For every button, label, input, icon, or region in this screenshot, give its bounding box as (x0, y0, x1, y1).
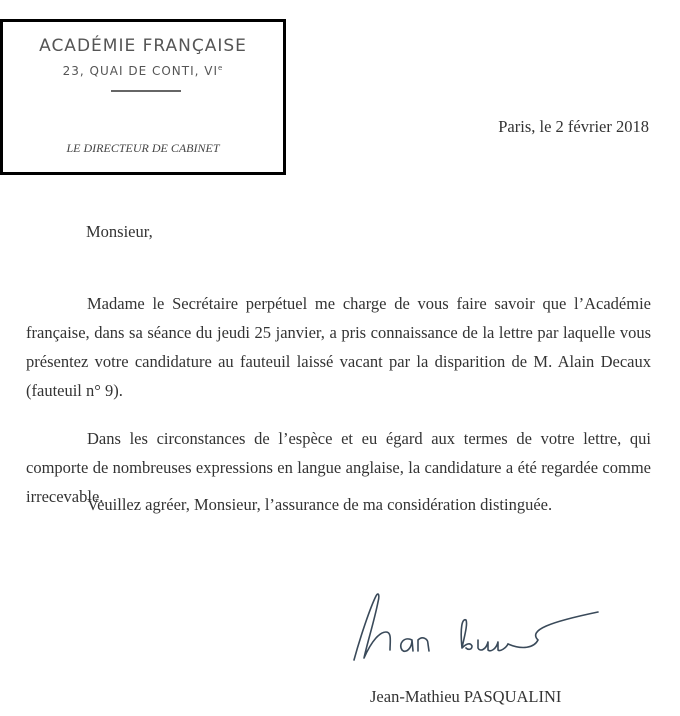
salutation: Monsieur, (86, 222, 153, 241)
address-superscript: e (218, 64, 224, 72)
signature-icon (350, 588, 610, 678)
organization-name: ACADÉMIE FRANÇAISE (39, 36, 247, 56)
address-text: 23, QUAI DE CONTI, VI (62, 64, 219, 78)
organization-address (3, 64, 283, 78)
paragraph-closing: Veuillez agréer, Monsieur, l’assurance de ma considération distinguée. (87, 495, 553, 514)
place-date: Paris, le 2 février 2018 (498, 117, 649, 136)
sender-title: LE DIRECTEUR DE CABINET (66, 141, 220, 155)
letterhead-divider (111, 90, 181, 92)
paragraph-2: Dans les circonstances de l’espèce et eu égard aux termes de votre lettre, qui comporte de nombreuses expressions en langue anglaise, la candidature a été regardée comme irrecevable. (26, 429, 651, 506)
paragraph-1: Madame le Secrétaire perpétuel me charge de vous faire savoir que l’Académie française, dans sa séance du jeudi 25 janvier, a pris connaissance de la lettre par laquelle vous présentez votre candidature au fauteuil laissé vacant par la disparition de M. Alain Decaux (fauteuil n° 9). (26, 294, 651, 400)
signer-name: Jean-Mathieu PASQUALINI (370, 687, 562, 706)
letterhead-box (0, 19, 286, 175)
